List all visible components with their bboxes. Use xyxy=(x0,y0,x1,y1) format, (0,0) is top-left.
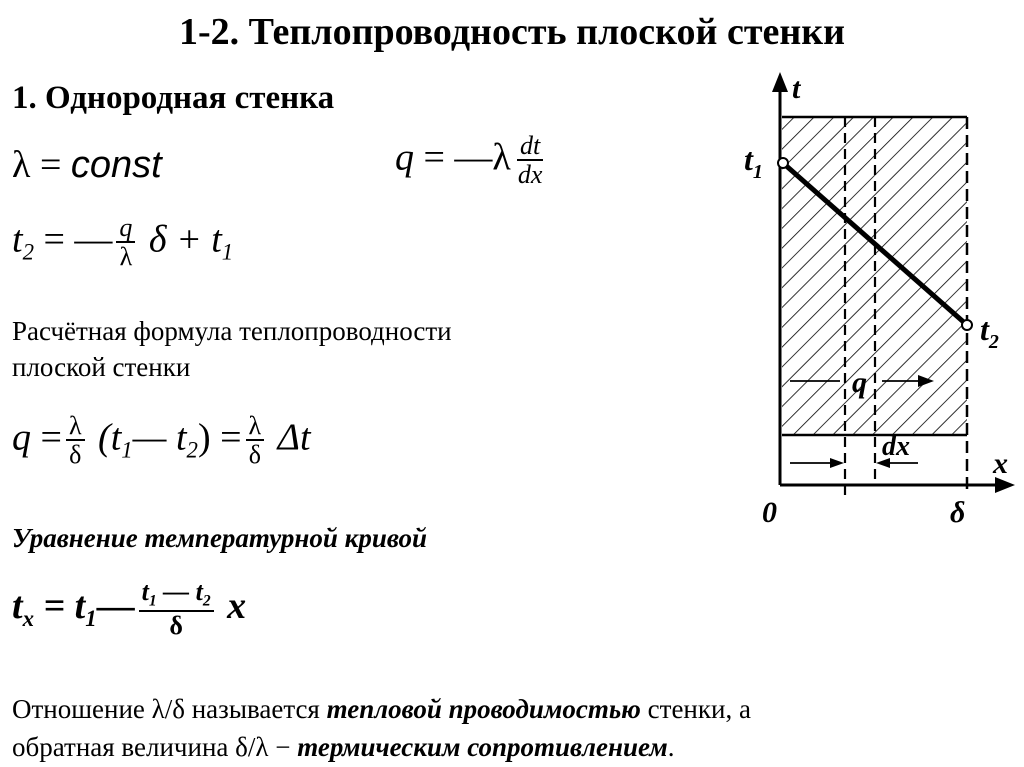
q-symbol: q xyxy=(395,136,414,179)
denominator-delta: δ xyxy=(169,610,183,640)
delta-t: Δt xyxy=(277,416,311,459)
equals-minus: = — xyxy=(43,218,113,261)
page-title: 1-2. Теплопроводность плоской стенки xyxy=(178,11,846,53)
point-t2 xyxy=(962,320,972,330)
t-symbol: t xyxy=(12,584,23,627)
delta-plus-t: δ + t xyxy=(148,218,222,261)
dx-arrow-left-head-icon xyxy=(830,458,844,468)
t-axis-label: t xyxy=(792,72,801,105)
paragraph-line-1: Отношение λ/δ называется тепловой проводимостью стенки, а xyxy=(12,694,751,724)
minus-t: — t xyxy=(132,416,187,459)
paragraph-line-2: обратная величина δ/λ − термическим сопротивлением. xyxy=(12,732,675,762)
t-axis-arrow-icon xyxy=(772,72,788,92)
numerator-lambda: λ xyxy=(66,412,85,441)
x-symbol: x xyxy=(227,584,247,627)
numerator-lambda: λ xyxy=(246,412,265,441)
x-axis-label: x xyxy=(993,447,1008,480)
denominator-lambda: λ xyxy=(119,242,133,272)
subscript-x: x xyxy=(22,605,34,631)
delta-label: δ xyxy=(950,496,966,529)
denominator-delta: δ xyxy=(69,440,82,470)
subscript-2: 2 xyxy=(186,437,198,463)
subscript-2: 2 xyxy=(22,239,34,265)
const-word: const xyxy=(70,144,162,186)
denominator-dx: dx xyxy=(517,160,543,190)
equals-t: = t xyxy=(43,584,86,627)
section-heading: 1. Однородная стенка xyxy=(12,80,335,116)
origin-label: 0 xyxy=(762,496,777,529)
subscript-1: 1 xyxy=(221,239,234,265)
t1-label: $t_1$ xyxy=(744,141,763,183)
subscript-1: 1 xyxy=(85,605,97,631)
equals-sign: = xyxy=(40,416,62,459)
curve-equation-heading: Уравнение температурной кривой xyxy=(12,523,428,553)
t2-label: $t_2$ xyxy=(980,311,999,353)
q-symbol: q xyxy=(12,416,31,459)
dx-label: dx xyxy=(882,431,910,462)
lambda-symbol: λ xyxy=(12,144,31,186)
subscript-1: 1 xyxy=(121,437,133,463)
denominator-delta: δ xyxy=(248,440,261,470)
numerator-q: q xyxy=(116,214,135,243)
point-t1 xyxy=(778,158,788,168)
q-label: q xyxy=(852,366,867,399)
formula-caption-line-1: Расчётная формула теплопроводности xyxy=(12,316,452,346)
minus-sign: — xyxy=(96,584,135,627)
wall-hatching xyxy=(782,117,967,435)
equals-minus-lambda: = —λ xyxy=(423,136,511,179)
thermal-resistance-term: термическим сопротивлением xyxy=(297,732,668,762)
t-symbol: t xyxy=(12,218,23,261)
numerator-dt: dt xyxy=(517,132,543,161)
paren-close-equals: ) = xyxy=(197,416,242,459)
equals-sign: = xyxy=(39,144,62,186)
thermal-conductance-term: тепловой проводимостью xyxy=(326,694,641,724)
paren-open-t: (t xyxy=(98,416,122,459)
numerator-t1-minus-t2: $t_1$ — $t_2$ xyxy=(139,578,214,612)
formula-caption-line-2: плоской стенки xyxy=(12,352,191,382)
